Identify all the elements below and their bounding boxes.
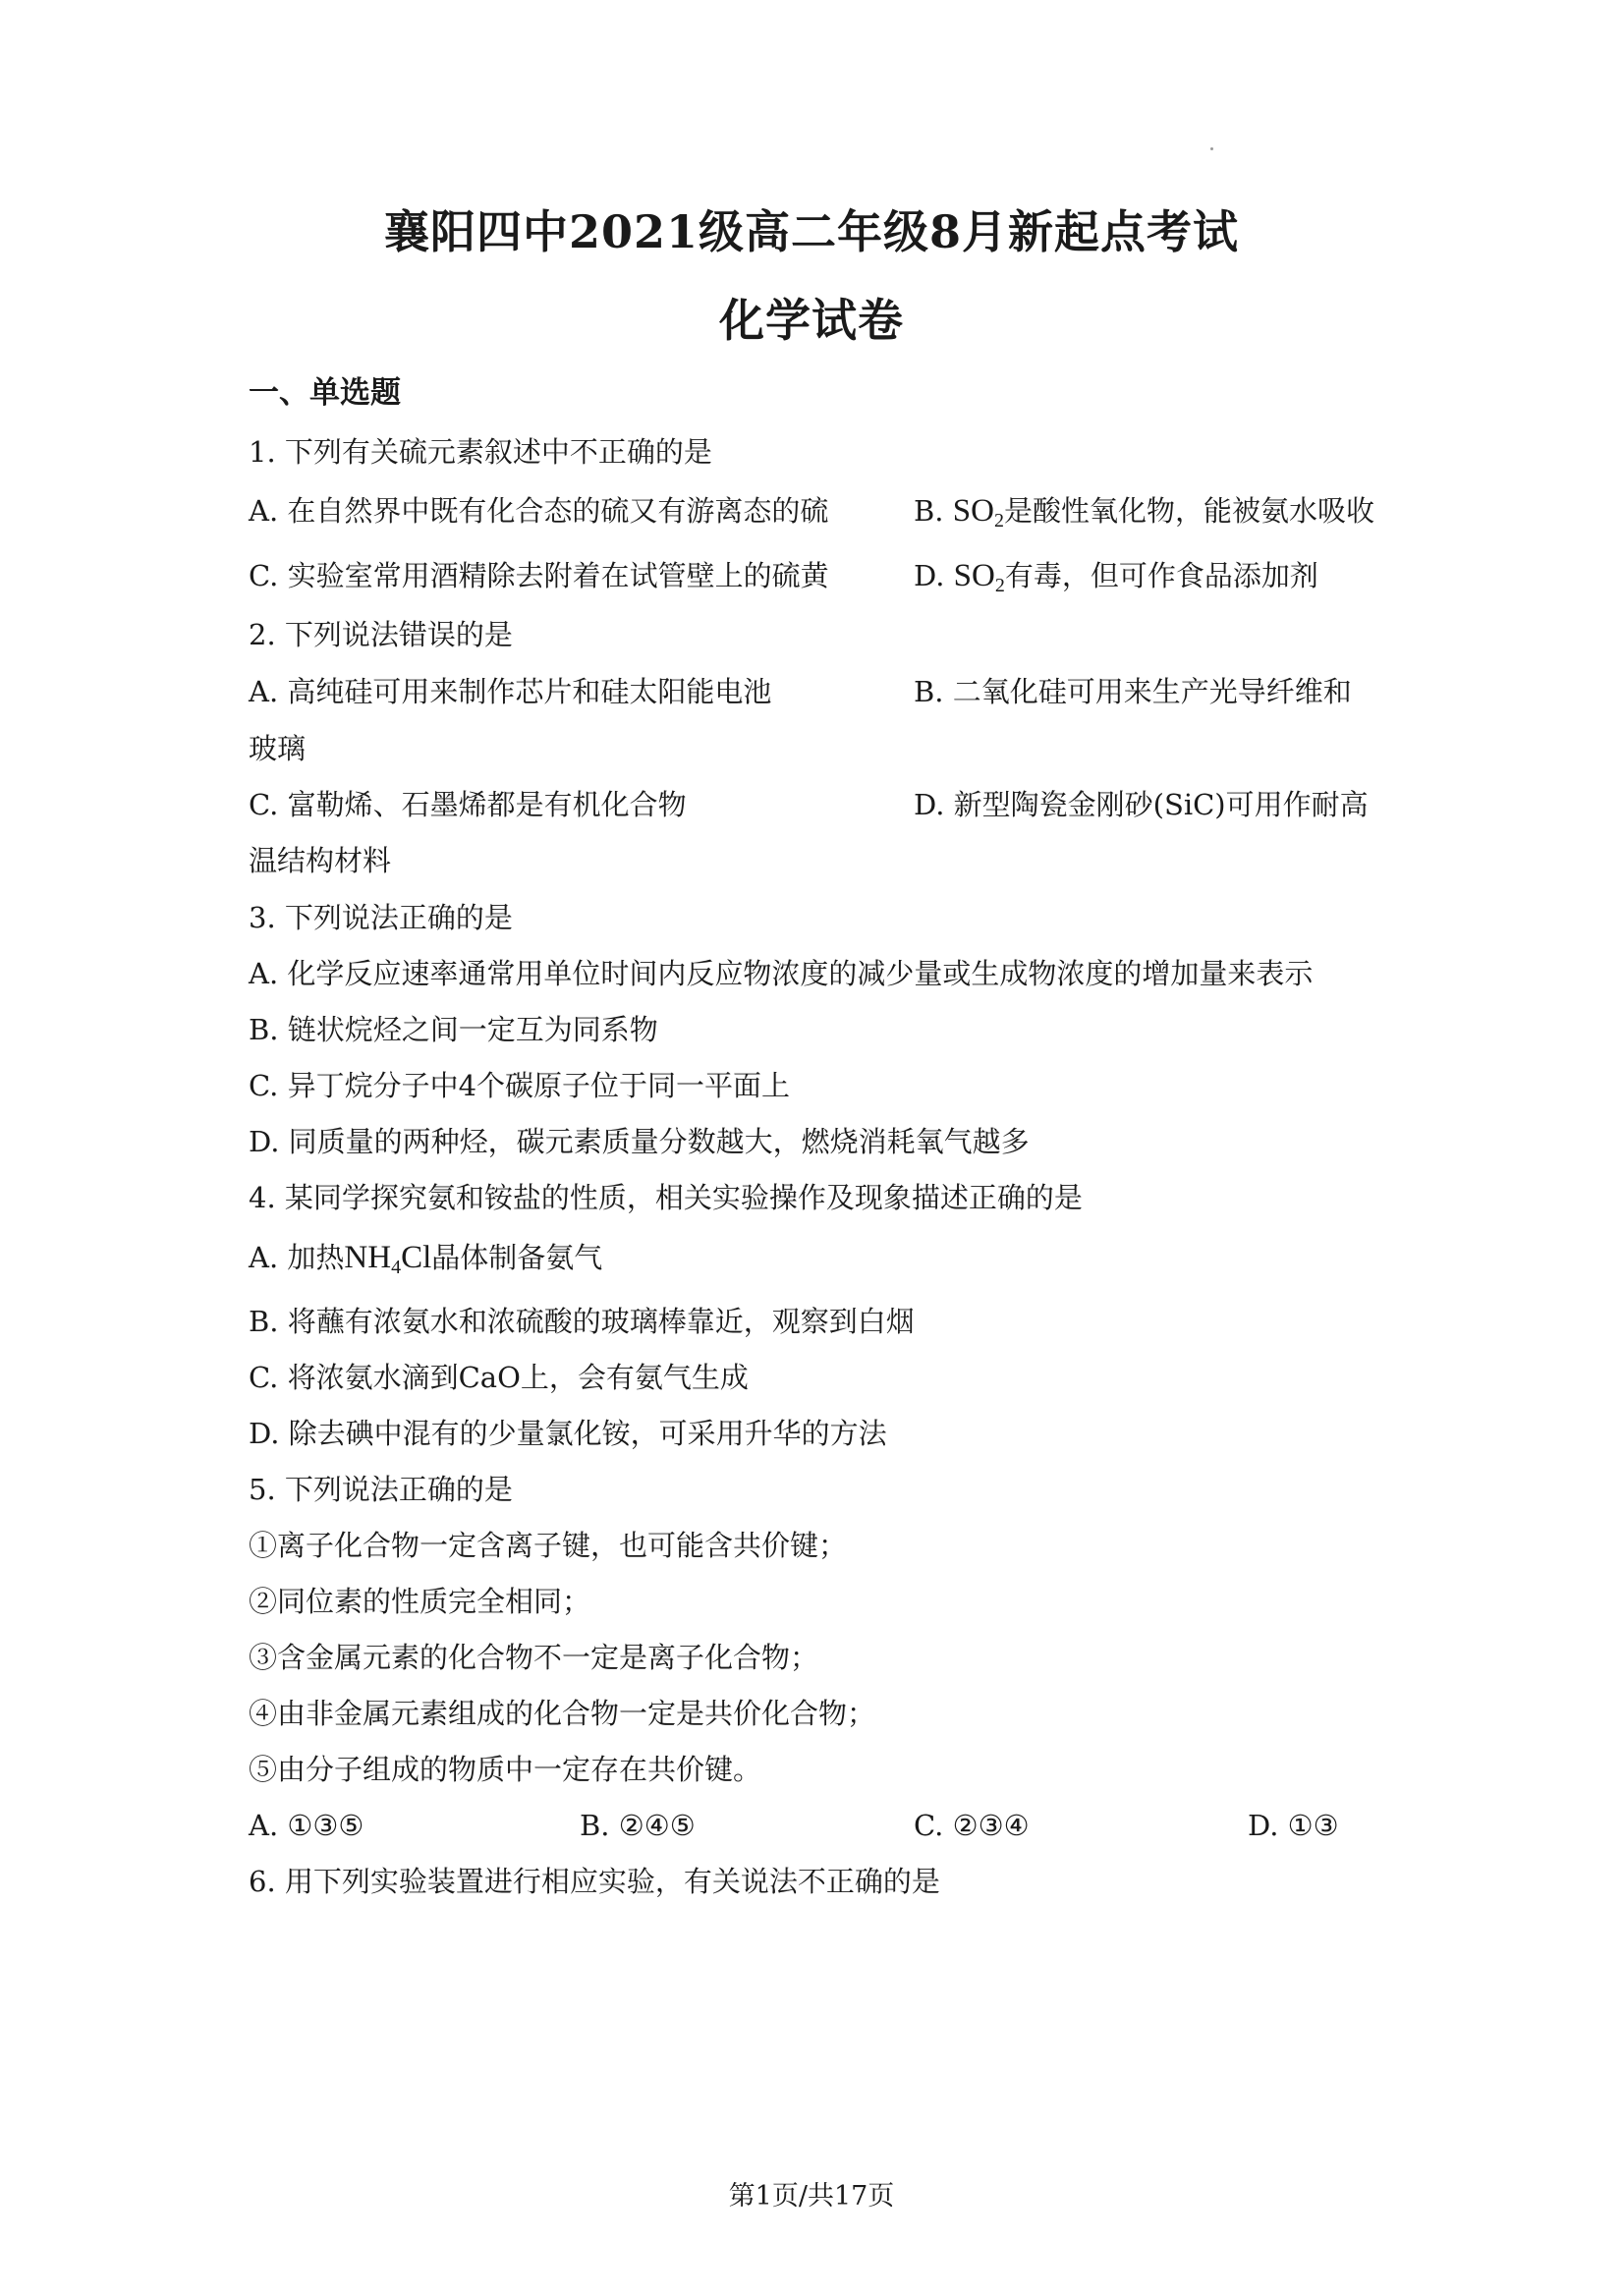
q2-option-d: D. 新型陶瓷金刚砂(SiC)可用作耐高 [914,788,1369,821]
q3-stem: 3. 下列说法正确的是 [249,901,513,934]
q3-option-a: A. 化学反应速率通常用单位时间内反应物浓度的减少量或生成物浓度的增加量来表示 [249,957,1314,990]
q4-a-text: 晶体制备氨气 [431,1241,603,1274]
q4-option-d: D. 除去碘中混有的少量氯化铵，可采用升华的方法 [249,1417,887,1450]
q2-option-b-cont: 玻璃 [249,732,307,765]
q5-option-d: D. ①③ [1248,1809,1339,1842]
section-heading: 一、单选题 [249,375,401,411]
scan-speck [1210,147,1213,150]
q1-d-formula: $SO_2$ [953,558,1005,596]
q6-stem: 6. 用下列实验装置进行相应实验，有关说法不正确的是 [249,1865,940,1898]
q1-option-c: C. 实验室常用酒精除去附着在试管壁上的硫黄 [249,559,829,592]
q2-option-c: C. 富勒烯、石墨烯都是有机化合物 [249,788,687,821]
q4-a-formula: $NH_4Cl$ [344,1240,432,1278]
q1-b-prefix: B. [914,494,944,528]
q5-option-c: C. ②③④ [914,1809,1030,1842]
q2-option-b: B. 二氧化硅可用来生产光导纤维和 [914,675,1352,708]
q3-option-c: C. 异丁烷分子中4个碳原子位于同一平面上 [249,1069,791,1102]
q1-b-formula: $SO_2$ [952,493,1004,532]
q1-stem: 1. 下列有关硫元素叙述中不正确的是 [249,435,712,469]
q1-b-text: 是酸性氧化物，能被氨水吸收 [1003,494,1374,528]
q1-option-d [914,560,1318,595]
q4-option-c: C. 将浓氨水滴到CaO上，会有氨气生成 [249,1361,749,1394]
q5-stem: 5. 下列说法正确的是 [249,1473,513,1506]
q1-d-text: 有毒，但可作食品添加剂 [1004,559,1318,592]
q1-d-prefix: D. [914,559,945,592]
q3-option-b: B. 链状烷烃之间一定互为同系物 [249,1013,658,1046]
q5-statement-4: ④由非金属元素组成的化合物一定是共价化合物； [249,1697,876,1730]
exam-subtitle: 化学试卷 [719,294,904,347]
q5-option-a: A. ①③⑤ [249,1809,364,1842]
q5-statement-5: ⑤由分子组成的物质中一定存在共价键。 [249,1753,762,1786]
q2-option-a: A. 高纯硅可用来制作芯片和硅太阳能电池 [249,675,772,708]
q4-stem: 4. 某同学探究氨和铵盐的性质，相关实验操作及现象描述正确的是 [249,1181,1083,1214]
exam-title: 襄阳四中2021级高二年级8月新起点考试 [383,205,1240,258]
q5-statement-3: ③含金属元素的化合物不一定是离子化合物； [249,1641,819,1674]
q4-option-b: B. 将蘸有浓氨水和浓硫酸的玻璃棒靠近，观察到白烟 [249,1305,915,1338]
q4-option-a [249,1242,602,1277]
page-footer: 第1页/共17页 [728,2181,895,2212]
q1-option-b [914,495,1374,531]
q5-statement-1: ①离子化合物一定含离子键，也可能含共价键； [249,1529,848,1562]
q2-stem: 2. 下列说法错误的是 [249,618,513,651]
q5-statement-2: ②同位素的性质完全相同； [249,1585,591,1618]
q5-option-b: B. ②④⑤ [580,1809,696,1842]
q4-a-prefix: A. 加热 [249,1241,345,1274]
q3-option-d: D. 同质量的两种烃，碳元素质量分数越大，燃烧消耗氧气越多 [249,1125,1030,1158]
q1-option-a: A. 在自然界中既有化合态的硫又有游离态的硫 [249,494,829,528]
q2-option-d-cont: 温结构材料 [249,844,392,877]
